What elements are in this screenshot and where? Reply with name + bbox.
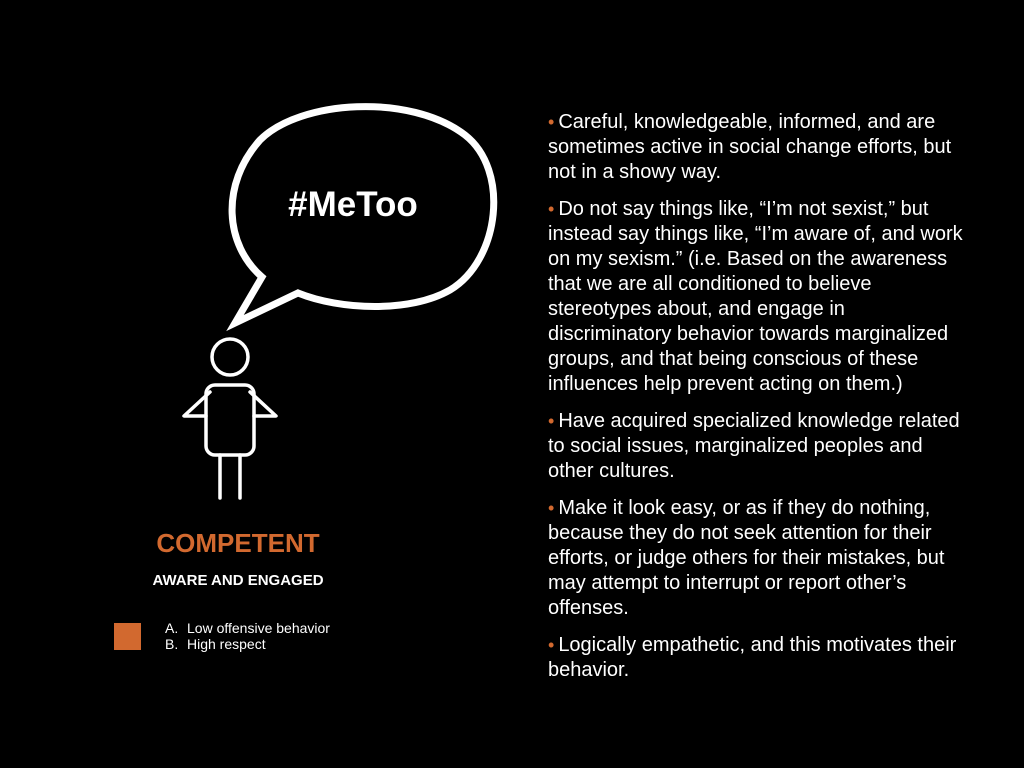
legend-item [165, 636, 330, 652]
legend [114, 620, 374, 660]
bullet-item [548, 409, 968, 484]
legend-list [165, 620, 330, 652]
legend-text: Low offensive behavior [187, 620, 330, 636]
bullet-dot: • [548, 199, 555, 219]
level-title: COMPETENT [156, 528, 320, 558]
legend-text: High respect [187, 636, 266, 652]
legend-marker: A. [165, 620, 179, 636]
bullet-text: Do not say things like, “I’m not sexist,” but instead say things like, “I’m aware of, and work on my sexism.” (i.e. Based on the awareness that we are all conditioned to believe stereotypes about, and engage in discriminatory behavior towards marginalized groups, and that being conscious of these influences help prevent acting on them.) [548, 198, 963, 395]
bullet-text: Logically empathetic, and this motivates their behavior. [548, 634, 957, 681]
bullet-item [548, 496, 968, 621]
bullet-dot: • [548, 498, 555, 518]
legend-marker: B. [165, 636, 179, 652]
bullet-item [548, 110, 968, 185]
level-subtitle: AWARE AND ENGAGED [152, 572, 324, 589]
bullet-list [548, 110, 968, 695]
bullet-dot: • [548, 112, 555, 132]
person-icon [170, 95, 500, 510]
bullet-dot: • [548, 635, 555, 655]
bullet-item [548, 633, 968, 683]
bullet-text: Have acquired specialized knowledge related to social issues, marginalized peoples and other cultures. [548, 410, 960, 482]
illustration [170, 95, 500, 510]
bullet-dot: • [548, 411, 555, 431]
bullet-text: Make it look easy, or as if they do nothing, because they do not seek attention for their efforts, or judge others for their mistakes, but may attempt to interrupt or report other’s offenses. [548, 497, 945, 619]
legend-swatch [114, 623, 141, 650]
bubble-hashtag: #MeToo [288, 185, 418, 224]
bullet-item [548, 197, 968, 397]
bullet-text: Careful, knowledgeable, informed, and are sometimes active in social change efforts, but not in a showy way. [548, 111, 952, 183]
legend-item [165, 620, 330, 636]
